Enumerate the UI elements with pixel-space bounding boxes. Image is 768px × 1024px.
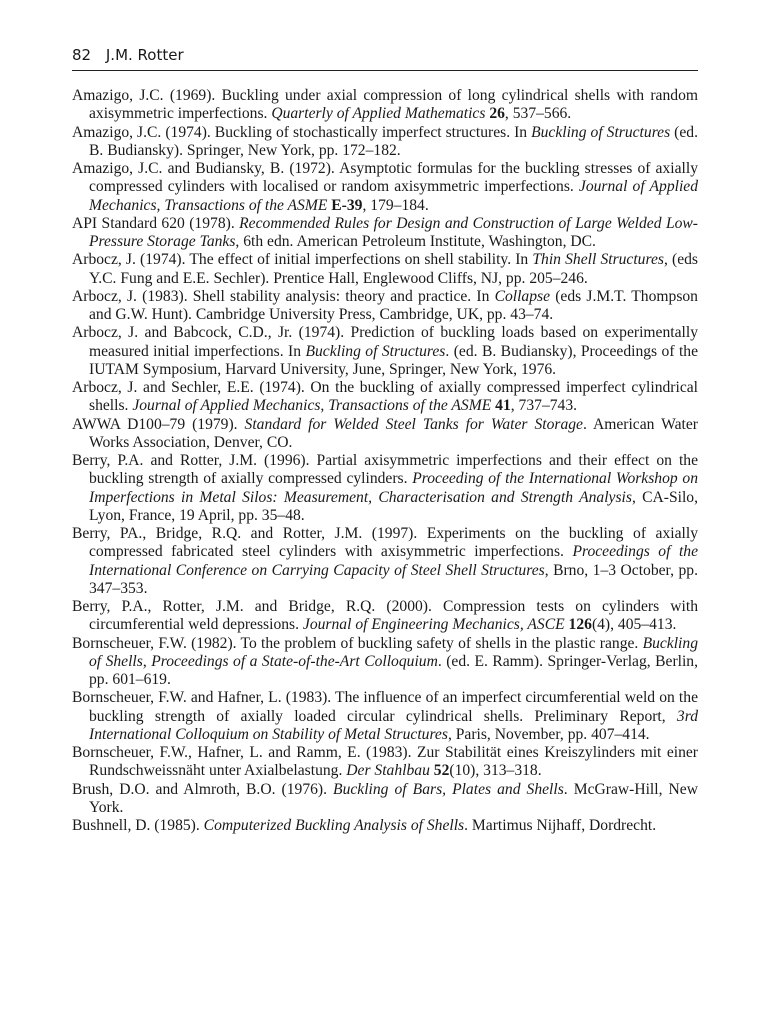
reference-text: . (ed. B. Budiansky), Proceedings of the IUTAM Symposium, Harvard University, June, Springer, New York, 1976. xyxy=(89,342,698,378)
reference-text: , 537–566. xyxy=(504,105,572,123)
reference-text: Arbocz, J. and Babcock, C.D., Jr. (1974). Prediction of buckling loads based on experimentally measured initial imperfections. In xyxy=(72,324,698,360)
reference-text: . McGraw-Hill, New York. xyxy=(89,780,698,816)
reference-entry xyxy=(72,598,698,635)
italic-text: Recommended Rules for Design and Construction of Large Welded Low-Pressure Storage Tanks xyxy=(89,214,699,250)
reference-text: . American Water Works Association, Denver, CO. xyxy=(89,415,698,451)
italic-text: Proceedings of a State-of-the-Art Colloquium xyxy=(151,652,438,670)
reference-entry xyxy=(72,525,698,598)
reference-text: . (ed. E. Ramm). Springer-Verlag, Berlin, pp. 601–619. xyxy=(89,652,698,688)
reference-text: , xyxy=(142,652,152,670)
reference-text: (4), 405–413. xyxy=(591,616,677,634)
italic-text: Thin Shell Structures xyxy=(532,251,664,269)
reference-text: , CA-Silo, Lyon, France, 19 April, pp. 35–48. xyxy=(89,488,698,524)
bold-text: E-39 xyxy=(331,196,363,214)
reference-text: Bornscheuer, F.W. (1982). To the problem of buckling safety of shells in the plastic range. xyxy=(72,634,643,652)
reference-text: Amazigo, J.C. and Budiansky, B. (1972). Asymptotic formulas for the buckling stresses of axially compressed cylinders with localised or random axisymmetric imperfections. xyxy=(72,160,698,196)
reference-list xyxy=(72,87,698,835)
reference-entry xyxy=(72,160,698,215)
reference-text: , 6th edn. American Petroleum Institute, Washington, DC. xyxy=(235,233,596,250)
reference-text: Bornscheuer, F.W. and Hafner, L. (1983). The influence of an imperfect circumferential weld on the buckling strength of axially loaded circular cylindrical shells. Preliminary Report, xyxy=(72,689,698,725)
italic-text: Buckling of Structures xyxy=(531,123,671,141)
reference-text: Bornscheuer, F.W., Hafner, L. and Ramm, E. (1983). Zur Stabilität eines Kreiszylinders mit einer Rundschweissnäht unter Axialbelastung. xyxy=(72,744,698,780)
reference-text: , Paris, November, pp. 407–414. xyxy=(447,725,650,743)
italic-text: Proceedings of the International Conference on Carrying Capacity of Steel Shell Structures xyxy=(89,543,698,579)
running-header xyxy=(72,44,698,71)
reference-text: , Brno, 1–3 October, pp. 347–353. xyxy=(89,561,698,597)
reference-entry xyxy=(72,324,698,379)
reference-text: AWWA D100–79 (1979). xyxy=(72,415,245,433)
reference-text: Brush, D.O. and Almroth, B.O. (1976). xyxy=(72,780,334,798)
reference-entry xyxy=(72,635,698,690)
italic-text: Quarterly of Applied Mathematics xyxy=(271,105,486,123)
italic-text: 3rd International Colloquium on Stability of Metal Structures xyxy=(89,707,698,743)
reference-entry xyxy=(72,251,698,288)
reference-text: . Martimus Nijhaff, Dordrecht. xyxy=(464,817,657,834)
reference-text: Berry, P.A. and Rotter, J.M. (1996). Partial axisymmetric imperfections and their effect on the buckling strength of axially compressed cylinders. xyxy=(72,452,698,488)
running-author: J.M. Rotter xyxy=(105,46,184,64)
italic-text: Collapse xyxy=(494,287,551,305)
reference-entry xyxy=(72,817,698,835)
bold-text: 26 xyxy=(489,105,505,123)
italic-text: Der Stahlbau xyxy=(346,762,430,780)
reference-text: Arbocz, J. (1983). Shell stability analysis: theory and practice. In xyxy=(72,287,495,305)
italic-text: Buckling of Bars, Plates and Shells xyxy=(333,780,564,798)
reference-text: (eds J.M.T. Thompson and G.W. Hunt). Cambridge University Press, Cambridge, UK, pp. 43–74. xyxy=(89,287,698,323)
italic-text: Buckling of Shells xyxy=(89,634,698,670)
italic-text: Journal of Engineering Mechanics, ASCE xyxy=(302,616,565,634)
reference-text: API Standard 620 (1978). xyxy=(72,214,240,232)
reference-text: Arbocz, J. and Sechler, E.E. (1974). On the buckling of axially compressed imperfect cylindrical shells. xyxy=(72,379,698,415)
reference-entry xyxy=(72,87,698,124)
reference-text: Arbocz, J. (1974). The effect of initial imperfections on shell stability. In xyxy=(72,251,533,269)
reference-entry xyxy=(72,452,698,525)
reference-text: (ed. B. Budiansky). Springer, New York, pp. 172–182. xyxy=(89,123,698,159)
reference-entry xyxy=(72,379,698,416)
reference-entry xyxy=(72,416,698,453)
reference-text: , 737–743. xyxy=(510,397,578,415)
reference-text: , 179–184. xyxy=(362,196,429,214)
reference-text: Amazigo, J.C. (1974). Buckling of stochastically imperfect structures. In xyxy=(72,123,532,141)
bold-text: 126 xyxy=(568,616,592,634)
reference-text: Bushnell, D. (1985). xyxy=(72,817,204,834)
reference-text: , (eds Y.C. Fung and E.E. Sechler). Prentice Hall, Englewood Cliffs, NJ, pp. 205–246. xyxy=(89,251,698,287)
reference-entry xyxy=(72,689,698,744)
reference-text: (10), 313–318. xyxy=(449,762,542,780)
reference-entry xyxy=(72,744,698,781)
reference-text: Amazigo, J.C. (1969). Buckling under axial compression of long cylindrical shells with random axisymmetric imperfections. xyxy=(72,87,698,123)
reference-entry xyxy=(72,781,698,818)
page-number: 82 xyxy=(72,46,92,64)
italic-text: Journal of Applied Mechanics, Transactions of the ASME xyxy=(132,397,492,415)
reference-text: Berry, P.A., Rotter, J.M. and Bridge, R.Q. (2000). Compression tests on cylinders with circumferential weld depressions. xyxy=(72,598,698,634)
reference-entry xyxy=(72,288,698,325)
italic-text: Computerized Buckling Analysis of Shells xyxy=(203,817,465,834)
italic-text: Journal of Applied Mechanics, Transactions of the ASME xyxy=(89,178,698,214)
italic-text: Proceeding of the International Workshop on Imperfections in Metal Silos: Measurement, Characterisation and Strength Analysis xyxy=(89,470,699,506)
italic-text: Standard for Welded Steel Tanks for Water Storage xyxy=(244,415,583,433)
bold-text: 52 xyxy=(433,762,450,780)
reference-entry xyxy=(72,124,698,161)
reference-text: Berry, PA., Bridge, R.Q. and Rotter, J.M. (1997). Experiments on the buckling of axially compressed fabricated steel cylinders with axisymmetric imperfections. xyxy=(72,525,698,561)
bold-text: 41 xyxy=(495,397,511,415)
italic-text: Buckling of Structures xyxy=(305,342,446,360)
reference-entry xyxy=(72,215,698,252)
